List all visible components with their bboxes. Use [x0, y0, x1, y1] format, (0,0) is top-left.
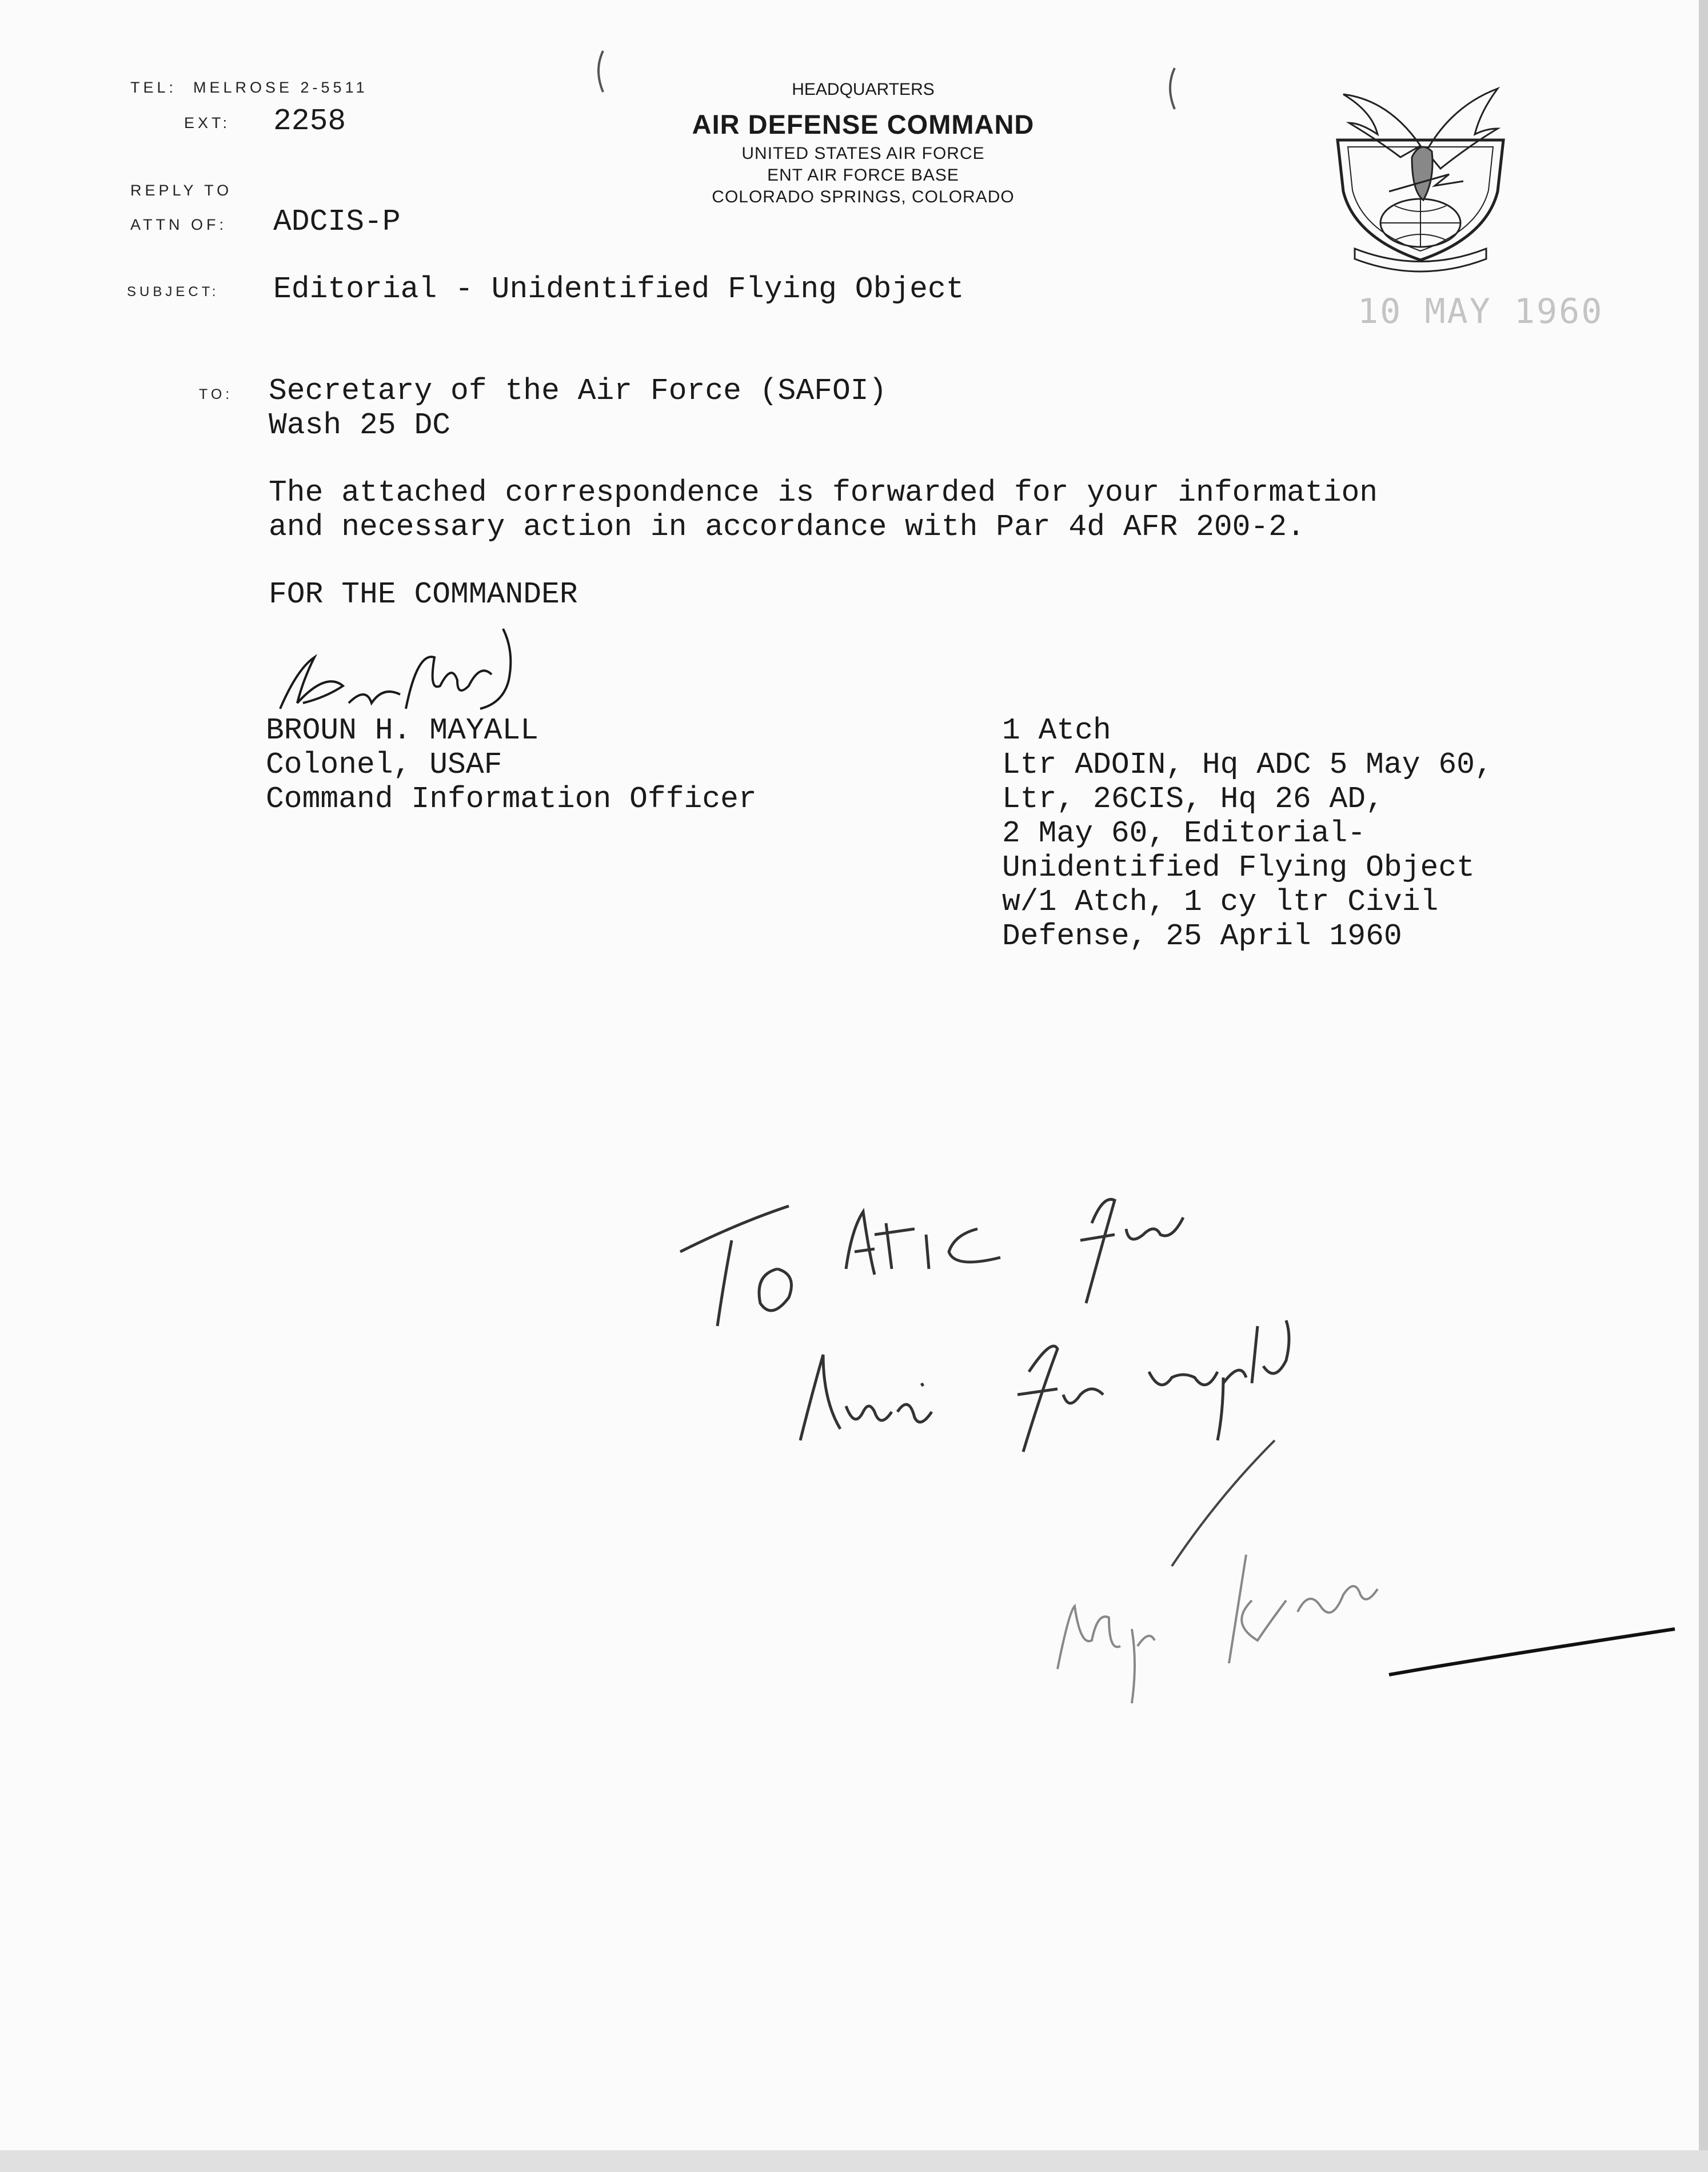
to-label: TO:	[199, 386, 233, 402]
tel-label: TEL:	[130, 79, 177, 96]
signer-rank: Colonel, USAF	[266, 748, 502, 782]
signer-name: BROUN H. MAYALL	[266, 713, 539, 748]
reply-to-label: REPLY TO	[130, 182, 233, 199]
body-line-2: and necessary action in accordance with Par 4d AFR 200-2.	[269, 510, 1305, 544]
signer-title: Command Information Officer	[266, 782, 757, 816]
handwritten-routing-note	[657, 1155, 1686, 1749]
page-edge-right	[1699, 0, 1708, 2172]
signoff: FOR THE COMMANDER	[269, 577, 578, 612]
ext-label: EXT:	[184, 114, 231, 131]
attachment-line: Unidentified Flying Object	[1002, 851, 1475, 885]
letterhead-location: COLORADO SPRINGS, COLORADO	[712, 187, 1015, 206]
attn-of-value: ADCIS-P	[273, 205, 401, 239]
binder-mark-left	[592, 49, 609, 94]
attachment-line: Defense, 25 April 1960	[1002, 919, 1402, 953]
page-edge-bottom	[0, 2150, 1708, 2172]
letterhead-base: ENT AIR FORCE BASE	[767, 166, 959, 185]
air-defense-command-emblem	[1326, 77, 1515, 266]
letterhead-service: UNITED STATES AIR FORCE	[741, 144, 985, 163]
received-date-stamp: 10 MAY 1960	[1358, 292, 1604, 332]
attachment-line: Ltr, 26CIS, Hq 26 AD,	[1002, 782, 1384, 816]
ext-value: 2258	[273, 104, 346, 138]
attn-of-label: ATTN OF:	[130, 216, 227, 233]
handwritten-signature	[263, 617, 560, 726]
body-line-1: The attached correspondence is forwarded for your information	[269, 476, 1378, 510]
attachment-line: 2 May 60, Editorial-	[1002, 816, 1366, 851]
letterhead-command: AIR DEFENSE COMMAND	[692, 109, 1035, 139]
binder-mark-right	[1163, 66, 1180, 111]
attachment-line: 1 Atch	[1002, 713, 1111, 748]
attachment-line: Ltr ADOIN, Hq ADC 5 May 60,	[1002, 748, 1493, 782]
to-line-1: Secretary of the Air Force (SAFOI)	[269, 374, 887, 408]
tel-value: MELROSE 2-5511	[193, 79, 368, 96]
letterhead-headquarters: HEADQUARTERS	[792, 80, 935, 99]
subject-value: Editorial - Unidentified Flying Object	[273, 272, 964, 306]
to-line-2: Wash 25 DC	[269, 408, 451, 442]
attachment-line: w/1 Atch, 1 cy ltr Civil	[1002, 885, 1439, 919]
subject-label: SUBJECT:	[127, 284, 220, 300]
